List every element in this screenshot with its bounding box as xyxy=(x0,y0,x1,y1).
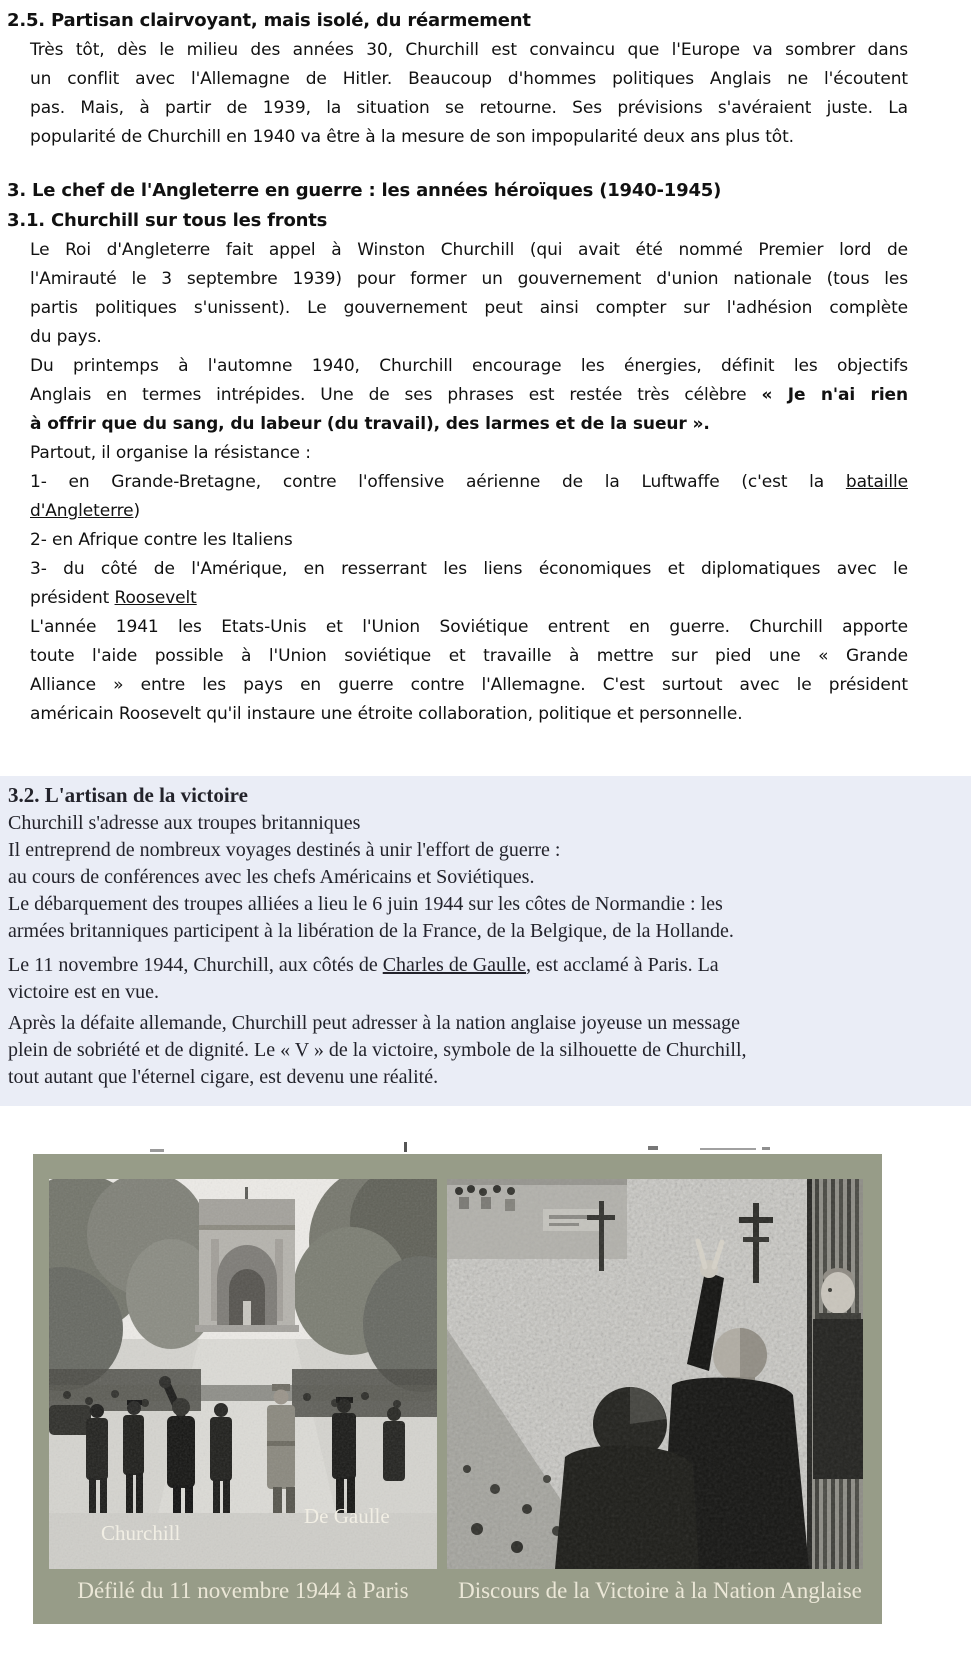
text-line: du pays. xyxy=(30,327,102,347)
text-line: L'année 1941 les Etats-Unis et l'Union Soviétique entrent en guerre. Churchill apporte xyxy=(30,617,908,637)
quote-line: à offrir que du sang, du labeur (du travail), des larmes et de la sueur ». xyxy=(30,414,710,434)
text-line: popularité de Churchill en 1940 va être à la mesure de son impopularité deux ans plus tôt. xyxy=(30,127,794,147)
text-line: toute l'aide possible à l'Union soviétique et travaille à mettre sur pied une « Grande xyxy=(30,646,908,666)
scan-artifact xyxy=(762,1147,770,1150)
photo-parade-paris xyxy=(49,1179,437,1569)
text-line: Du printemps à l'automne 1940, Churchill encourage les énergies, définit les objectifs xyxy=(30,356,908,376)
text-line: Partout, il organise la résistance : xyxy=(30,443,311,463)
caption-parade: Défilé du 11 novembre 1944 à Paris xyxy=(77,1578,409,1603)
list-item-1 xyxy=(30,468,908,497)
text-segment: 1- en Grande-Bretagne, contre l'offensive aérienne de la Luftwaffe (c'est la xyxy=(30,472,846,492)
heading-3: 3. Le chef de l'Angleterre en guerre : les années héroïques (1940-1945) xyxy=(7,180,722,201)
text-line: Très tôt, dès le milieu des années 30, Churchill est convaincu que l'Europe va sombrer dans xyxy=(30,40,908,60)
text-line: victoire est en vue. xyxy=(8,981,160,1003)
text-segment: Anglais en termes intrépides. Une de ses phrases est restée très célèbre xyxy=(30,385,762,405)
photo-label-churchill: Churchill xyxy=(101,1521,181,1545)
section-2-5 xyxy=(7,6,908,729)
text-line: pas. Mais, à partir de 1939, la situation se retourne. Ses prévisions s'avéraient juste. La xyxy=(30,98,908,118)
text-line: Churchill s'adresse aux troupes britanniques xyxy=(8,812,361,834)
photo-label-degaulle: De Gaulle xyxy=(304,1504,390,1528)
scan-artifact xyxy=(150,1149,164,1152)
text-line: Après la défaite allemande, Churchill peut adresser à la nation anglaise joyeuse un message xyxy=(8,1012,740,1034)
photo-panel xyxy=(33,1154,882,1624)
text-line: Il entreprend de nombreux voyages destinés à unir l'effort de guerre : xyxy=(8,839,561,861)
text-line: armées britanniques participent à la libération de la France, de la Belgique, de la Hollande. xyxy=(8,920,734,942)
scan-artifact xyxy=(700,1148,756,1150)
text-line: partis politiques s'unissent). Le gouvernement peut ainsi compter sur l'adhésion complète xyxy=(30,298,908,318)
text-segment: ) xyxy=(133,501,141,521)
list-item-3-cont xyxy=(30,584,908,613)
paragraph-2-5 xyxy=(30,36,908,152)
underlined-term: d'Angleterre xyxy=(30,501,134,521)
text-line: Le débarquement des troupes alliées a lieu le 6 juin 1944 sur les côtes de Normandie : les xyxy=(8,893,723,915)
speech-photo-graphic xyxy=(447,1179,863,1569)
underlined-term: bataille xyxy=(845,472,908,492)
underlined-term: Charles de Gaulle xyxy=(382,954,526,976)
text-line: un conflit avec l'Allemagne de Hitler. Beaucoup d'hommes politiques Anglais ne l'écoutent xyxy=(30,69,908,89)
text-line: américain Roosevelt qu'il instaure une étroite collaboration, politique et personnelle. xyxy=(30,704,743,724)
text-line xyxy=(30,381,908,410)
section-3-2 xyxy=(0,776,971,1106)
quote-segment: « Je n'ai rien xyxy=(761,385,908,405)
underlined-term: Roosevelt xyxy=(114,588,197,608)
text-line: l'Amirauté le 3 septembre 1939) pour former un gouvernement d'union nationale (tous les xyxy=(30,269,908,289)
text-line xyxy=(8,952,953,979)
caption-row xyxy=(33,1578,882,1604)
scan-artifact xyxy=(404,1142,407,1152)
paragraphs-3-1 xyxy=(30,236,908,729)
photo-victory-speech xyxy=(447,1179,863,1569)
text-segment: Le 11 novembre 1944, Churchill, aux côtés de xyxy=(8,954,383,976)
heading-3-2: 3.2. L'artisan de la victoire xyxy=(8,783,248,807)
list-item-2: 2- en Afrique contre les Italiens xyxy=(30,530,293,550)
text-segment: , est acclamé à Paris. La xyxy=(526,954,719,976)
scan-artifact xyxy=(648,1146,658,1150)
list-item-1-cont xyxy=(30,497,908,526)
text-line: plein de sobriété et de dignité. Le « V » de la victoire, symbole de la silhouette de Churchill, xyxy=(8,1039,747,1061)
caption-speech: Discours de la Victoire à la Nation Anglaise xyxy=(458,1578,862,1603)
heading-3-1: 3.1. Churchill sur tous les fronts xyxy=(7,210,328,231)
heading-2-5: 2.5. Partisan clairvoyant, mais isolé, du réarmement xyxy=(7,10,531,31)
text-line: au cours de conférences avec les chefs Américains et Soviétiques. xyxy=(8,866,535,888)
text-line: Alliance » entre les pays en guerre contre l'Allemagne. C'est surtout avec le président xyxy=(30,675,908,695)
text-line: tout autant que l'éternel cigare, est devenu une réalité. xyxy=(8,1066,439,1088)
text-segment: président xyxy=(30,588,115,608)
list-item-3: 3- du côté de l'Amérique, en resserrant les liens économiques et diplomatiques avec le xyxy=(30,559,908,579)
text-line: Le Roi d'Angleterre fait appel à Winston Churchill (qui avait été nommé Premier lord de xyxy=(30,240,908,260)
